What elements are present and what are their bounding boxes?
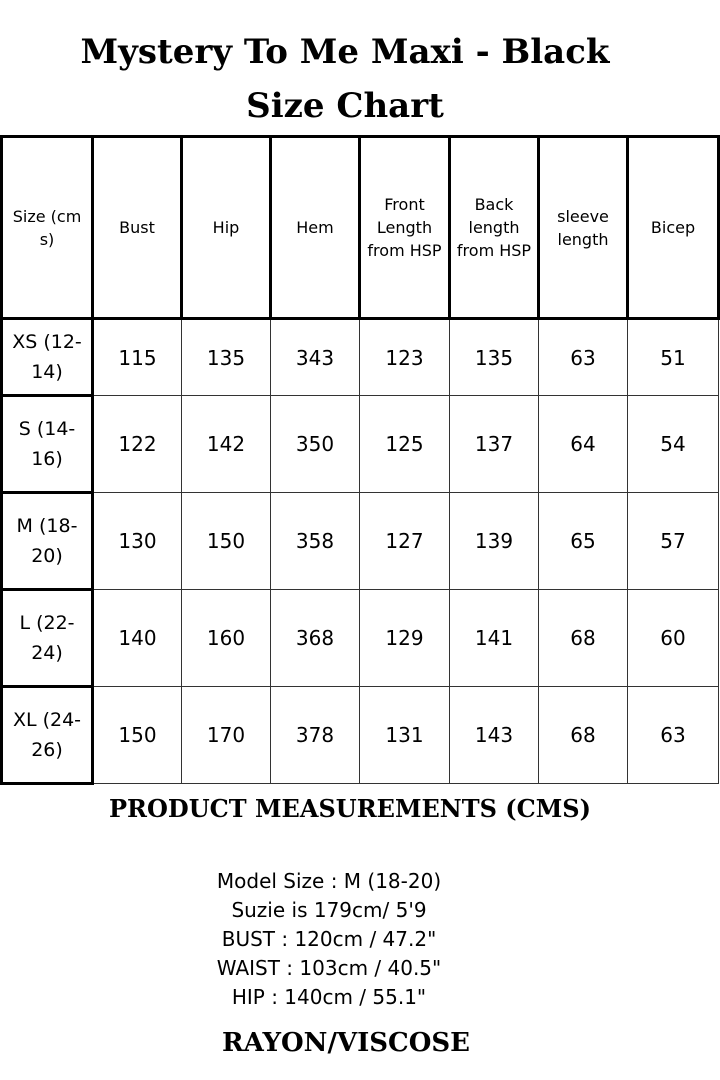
table-row: [2, 396, 719, 493]
table-cell: 343: [271, 319, 360, 396]
table-cell: 64: [539, 396, 628, 493]
table-row: [2, 493, 719, 590]
table-header-row: [2, 137, 719, 319]
table-cell: 68: [539, 687, 628, 784]
table-cell: 143: [450, 687, 539, 784]
model-waist-line: WAIST : 103cm / 40.5": [216, 956, 442, 980]
table-cell: 142: [182, 396, 271, 493]
column-header: Hip: [182, 137, 271, 319]
table-cell: 60: [628, 590, 719, 687]
table-cell: 135: [450, 319, 539, 396]
table-row: [2, 590, 719, 687]
page-subtitle: Size Chart: [246, 86, 444, 126]
fabric-label: RAYON/VISCOSE: [221, 1028, 470, 1058]
model-info-block: [0, 867, 658, 1012]
table-cell: 350: [271, 396, 360, 493]
table-cell: 122: [93, 396, 182, 493]
table-cell: 127: [360, 493, 450, 590]
table-cell: 63: [628, 687, 719, 784]
size-cell: M (18-20): [2, 493, 93, 590]
table-cell: 368: [271, 590, 360, 687]
table-cell: 123: [360, 319, 450, 396]
table-row: [2, 319, 719, 396]
table-cell: 358: [271, 493, 360, 590]
column-header: Back length from HSP: [450, 137, 539, 319]
model-hip-line: HIP : 140cm / 55.1": [231, 985, 427, 1009]
table-cell: 170: [182, 687, 271, 784]
table-cell: 140: [93, 590, 182, 687]
size-cell: L (22-24): [2, 590, 93, 687]
table-cell: 160: [182, 590, 271, 687]
table-cell: 68: [539, 590, 628, 687]
size-cell: XL (24-26): [2, 687, 93, 784]
table-cell: 54: [628, 396, 719, 493]
column-header: Size (cm s): [2, 137, 93, 319]
size-cell: S (14-16): [2, 396, 93, 493]
table-cell: 51: [628, 319, 719, 396]
model-size-line: Model Size : M (18-20): [216, 869, 442, 893]
column-header: sleeve length: [539, 137, 628, 319]
size-chart-table: [0, 135, 720, 785]
table-cell: 115: [93, 319, 182, 396]
table-cell: 63: [539, 319, 628, 396]
product-measurements-heading: PRODUCT MEASUREMENTS (CMS): [109, 794, 591, 823]
table-cell: 125: [360, 396, 450, 493]
model-height-line: Suzie is 179cm/ 5'9: [231, 898, 427, 922]
table-cell: 150: [93, 687, 182, 784]
table-cell: 139: [450, 493, 539, 590]
table-cell: 129: [360, 590, 450, 687]
table-cell: 130: [93, 493, 182, 590]
table-cell: 150: [182, 493, 271, 590]
table-cell: 378: [271, 687, 360, 784]
page-title: Mystery To Me Maxi - Black: [80, 32, 610, 72]
column-header: Front Length from HSP: [360, 137, 450, 319]
size-cell: XS (12-14): [2, 319, 93, 396]
table-cell: 137: [450, 396, 539, 493]
table-cell: 141: [450, 590, 539, 687]
column-header: Bicep: [628, 137, 719, 319]
table-cell: 57: [628, 493, 719, 590]
column-header: Bust: [93, 137, 182, 319]
table-cell: 65: [539, 493, 628, 590]
table-row: [2, 687, 719, 784]
table-cell: 131: [360, 687, 450, 784]
table-cell: 135: [182, 319, 271, 396]
column-header: Hem: [271, 137, 360, 319]
model-bust-line: BUST : 120cm / 47.2": [221, 927, 437, 951]
